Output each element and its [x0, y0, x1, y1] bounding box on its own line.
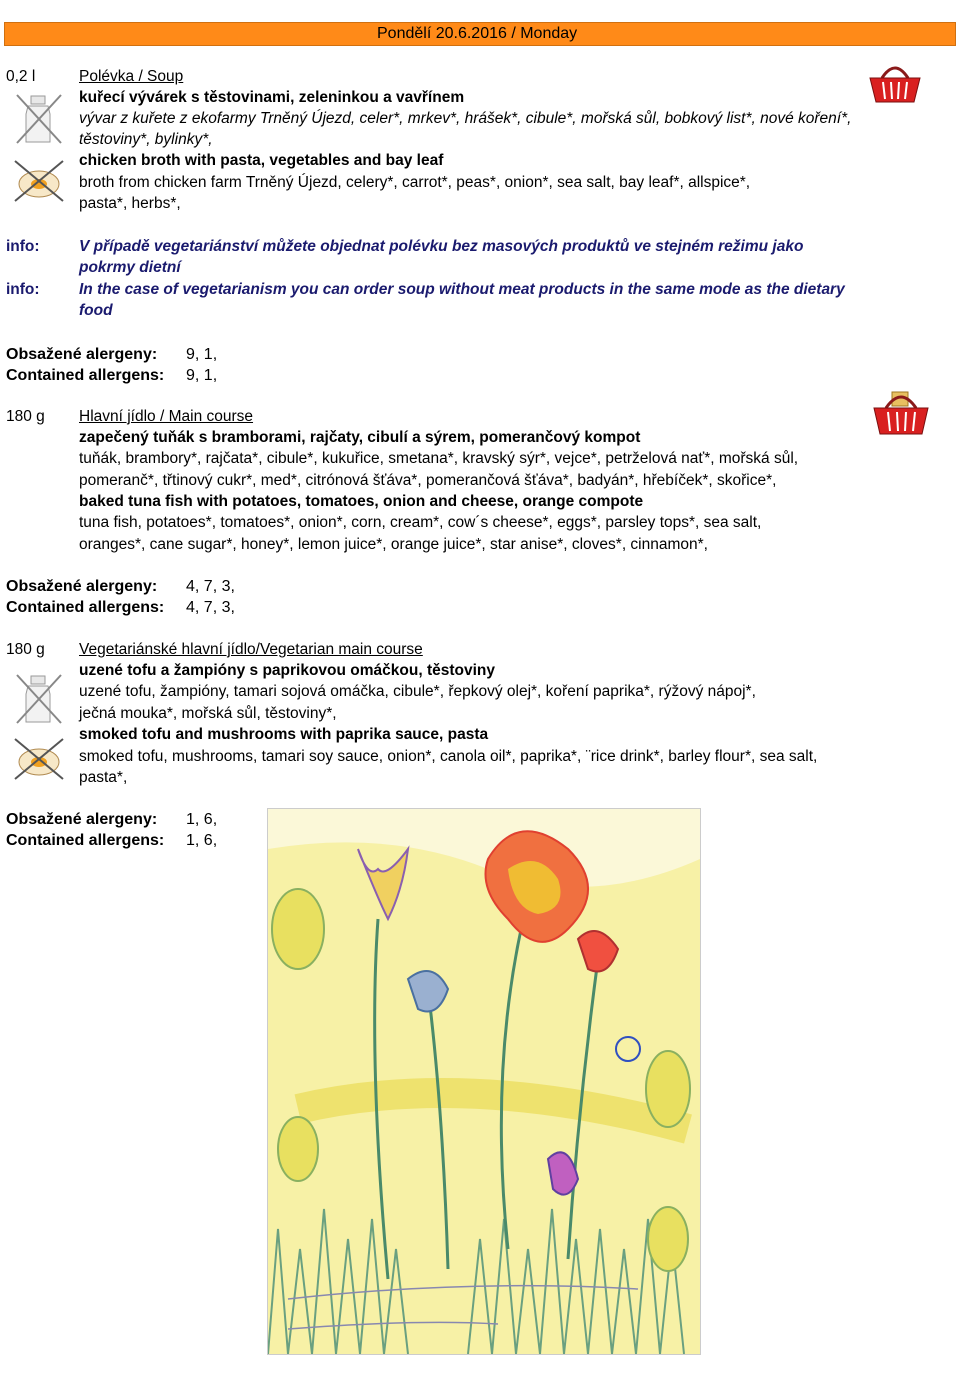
menu-date: Pondělí 20.6.2016 / Monday	[377, 25, 578, 42]
soup-info-en-line1: In the case of vegetarianism you can order soup without meat products in the same mode as the dietary	[79, 281, 845, 298]
no-egg-icon	[12, 736, 66, 782]
veg-ingredients-cz-line1: uzené tofu, žampióny, tamari sojová omáčka, cibule*, řepkový olej*, koření paprika*, rýžový nápoj*,	[79, 683, 756, 700]
main-ingredients-en-line2: oranges*, cane sugar*, honey*, lemon juice*, orange juice*, star anise*, cloves*, cinnamon*,	[79, 536, 708, 553]
no-milk-icon	[14, 92, 64, 146]
allergens-label-cz: Obsažené alergeny:	[6, 811, 158, 828]
soup-ingredients-en-line2: pasta*, herbs*,	[79, 195, 181, 212]
soup-info-en-line2: food	[79, 302, 113, 319]
main-name-cz: zapečený tuňák s bramborami, rajčaty, cibulí a sýrem, pomerančový kompot	[79, 429, 641, 446]
veg-ingredients-cz-line2: ječná mouka*, mořská sůl, těstoviny*,	[79, 705, 337, 722]
shopping-basket-icon	[866, 60, 924, 106]
childs-flower-drawing	[267, 808, 701, 1355]
veg-allergens-values-en: 1, 6,	[186, 832, 218, 849]
veg-ingredients-en-line1: smoked tofu, mushrooms, tamari soy sauce, onion*, canola oil*, paprika*, ¨rice drink*, barley flour*, sea salt,	[79, 748, 818, 765]
soup-info-cz-line1: V případě vegetariánství můžete objednat polévku bez masových produktů ve stejném režimu jako	[79, 238, 804, 255]
soup-ingredients-cz-line2: těstoviny*, bylinky*,	[79, 131, 213, 148]
info-label-cz: info:	[6, 238, 40, 255]
veg-name-en: smoked tofu and mushrooms with paprika sauce, pasta	[79, 726, 489, 743]
veg-ingredients-en-line2: pasta*,	[79, 769, 128, 786]
soup-name-cz: kuřecí vývárek s těstovinami, zeleninkou a vavřínem	[79, 89, 465, 106]
shopping-basket-icon	[870, 386, 932, 438]
soup-category-title: Polévka / Soup	[79, 68, 184, 85]
allergens-label-en: Contained allergens:	[6, 599, 165, 616]
main-ingredients-cz-line2: pomeranč*, třtinový cukr*, med*, citrónová šťáva*, pomerančová šťáva*, badyán*, hřebíček*, skořice*,	[79, 472, 777, 489]
veg-allergens-en	[6, 830, 218, 851]
main-category-title: Hlavní jídlo / Main course	[79, 408, 254, 425]
allergens-label-cz: Obsažené alergeny:	[6, 578, 158, 595]
soup-allergens-values-cz: 9, 1,	[186, 346, 218, 363]
veg-allergens-values-cz: 1, 6,	[186, 811, 218, 828]
main-allergens-values-en: 4, 7, 3,	[186, 599, 235, 616]
veg-category-title: Vegetariánské hlavní jídlo/Vegetarian main course	[79, 641, 423, 658]
main-allergens-en	[6, 597, 235, 618]
flower-drawing-art	[268, 809, 700, 1354]
main-allergens-cz	[6, 576, 235, 597]
veg-allergens-cz	[6, 809, 218, 830]
main-name-en: baked tuna fish with potatoes, tomatoes, onion and cheese, orange compote	[79, 493, 644, 510]
soup-allergens-values-en: 9, 1,	[186, 367, 218, 384]
main-ingredients-en-line1: tuna fish, potatoes*, tomatoes*, onion*, corn, cream*, cow´s cheese*, eggs*, parsley tops*, sea salt,	[79, 514, 762, 531]
no-egg-icon	[12, 158, 66, 204]
main-ingredients-cz-line1: tuňák, brambory*, rajčata*, cibule*, kukuřice, smetana*, kravský sýr*, vejce*, petrželová nať*, mořská sůl,	[79, 450, 799, 467]
soup-name-en: chicken broth with pasta, vegetables and bay leaf	[79, 152, 444, 169]
allergens-label-en: Contained allergens:	[6, 367, 165, 384]
main-allergens-values-cz: 4, 7, 3,	[186, 578, 235, 595]
no-milk-icon	[14, 672, 64, 726]
veg-name-cz: uzené tofu a žampióny s paprikovou omáčkou, těstoviny	[79, 662, 495, 679]
allergens-label-cz: Obsažené alergeny:	[6, 346, 158, 363]
soup-ingredients-cz-line1: vývar z kuřete z ekofarmy Trněný Újezd, celer*, mrkev*, hrášek*, cibule*, mořská sůl, bobkový list*, nové koření*,	[79, 110, 852, 127]
soup-info-cz-line2: pokrmy dietní	[79, 259, 181, 276]
veg-quantity: 180 g	[6, 641, 45, 658]
date-header	[4, 22, 956, 46]
main-quantity: 180 g	[6, 408, 45, 425]
soup-ingredients-en-line1: broth from chicken farm Trněný Újezd, celery*, carrot*, peas*, onion*, sea salt, bay leaf*, allspice*,	[79, 174, 751, 191]
soup-quantity: 0,2 l	[6, 68, 36, 85]
info-label-en: info:	[6, 281, 40, 298]
soup-allergens-en	[6, 365, 218, 386]
allergens-label-en: Contained allergens:	[6, 832, 165, 849]
soup-allergens-cz	[6, 344, 218, 365]
